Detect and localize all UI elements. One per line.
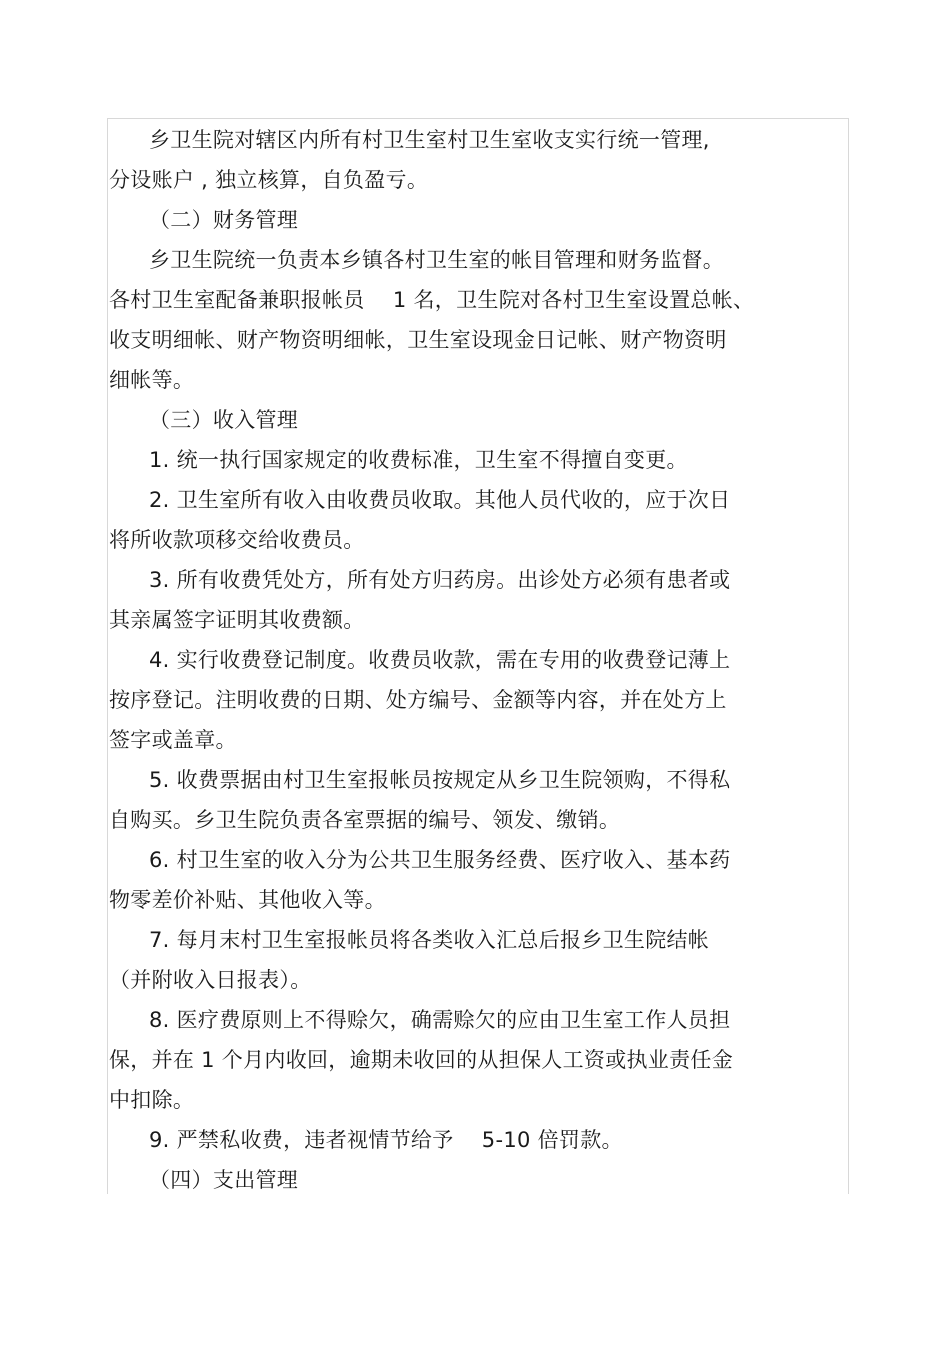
document-body [109, 120, 799, 1200]
text-line: 保，并在 1 个月内收回，逾期未收回的从担保人工资或执业责任金 [109, 1048, 734, 1072]
section-heading: （二）财务管理 [149, 208, 299, 232]
text-line: 细帐等。 [109, 368, 195, 392]
text-line: 分设账户 , 独立核算，自负盈亏。 [109, 168, 429, 192]
list-item: 8. 医疗费原则上不得赊欠，确需赊欠的应由卫生室工作人员担 [149, 1008, 731, 1032]
section-heading: （四）支出管理 [149, 1168, 299, 1192]
text-line: 自购买。乡卫生院负责各室票据的编号、领发、缴销。 [109, 808, 621, 832]
text-line: 签字或盖章。 [109, 728, 237, 752]
list-item: 2. 卫生室所有收入由收费员收取。其他人员代收的，应于次日 [149, 488, 731, 512]
text-line: 收支明细帐、财产物资明细帐，卫生室设现金日记帐、财产物资明 [109, 328, 727, 352]
list-item: 7. 每月末村卫生室报帐员将各类收入汇总后报乡卫生院结帐 [149, 928, 710, 952]
text-line: 中扣除。 [109, 1088, 195, 1112]
list-item: 1. 统一执行国家规定的收费标准，卫生室不得擅自变更。 [149, 448, 688, 472]
section-heading: （三）收入管理 [149, 408, 299, 432]
text-line: 乡卫生院对辖区内所有村卫生室村卫生室收支实行统一管理, [149, 128, 710, 152]
text-line: 乡卫生院统一负责本乡镇各村卫生室的帐目管理和财务监督。 [149, 248, 725, 272]
text-line: 其亲属签字证明其收费额。 [109, 608, 365, 632]
list-item: 4. 实行收费登记制度。收费员收款，需在专用的收费登记薄上 [149, 648, 731, 672]
list-item: 6. 村卫生室的收入分为公共卫生服务经费、医疗收入、基本药 [149, 848, 731, 872]
text-line: 物零差价补贴、其他收入等。 [109, 888, 386, 912]
text-line: 各村卫生室配备兼职报帐员 1 名，卫生院对各村卫生室设置总帐、 [109, 288, 755, 312]
list-item: 3. 所有收费凭处方，所有处方归药房。出诊处方必须有患者或 [149, 568, 731, 592]
list-item: 5. 收费票据由村卫生室报帐员按规定从乡卫生院领购，不得私 [149, 768, 731, 792]
list-item: 9. 严禁私收费，违者视情节给予 5-10 倍罚款。 [149, 1128, 623, 1152]
text-line: （并附收入日报表）。 [109, 968, 312, 992]
text-line: 将所收款项移交给收费员。 [109, 528, 365, 552]
text-line: 按序登记。注明收费的日期、处方编号、金额等内容，并在处方上 [109, 688, 727, 712]
